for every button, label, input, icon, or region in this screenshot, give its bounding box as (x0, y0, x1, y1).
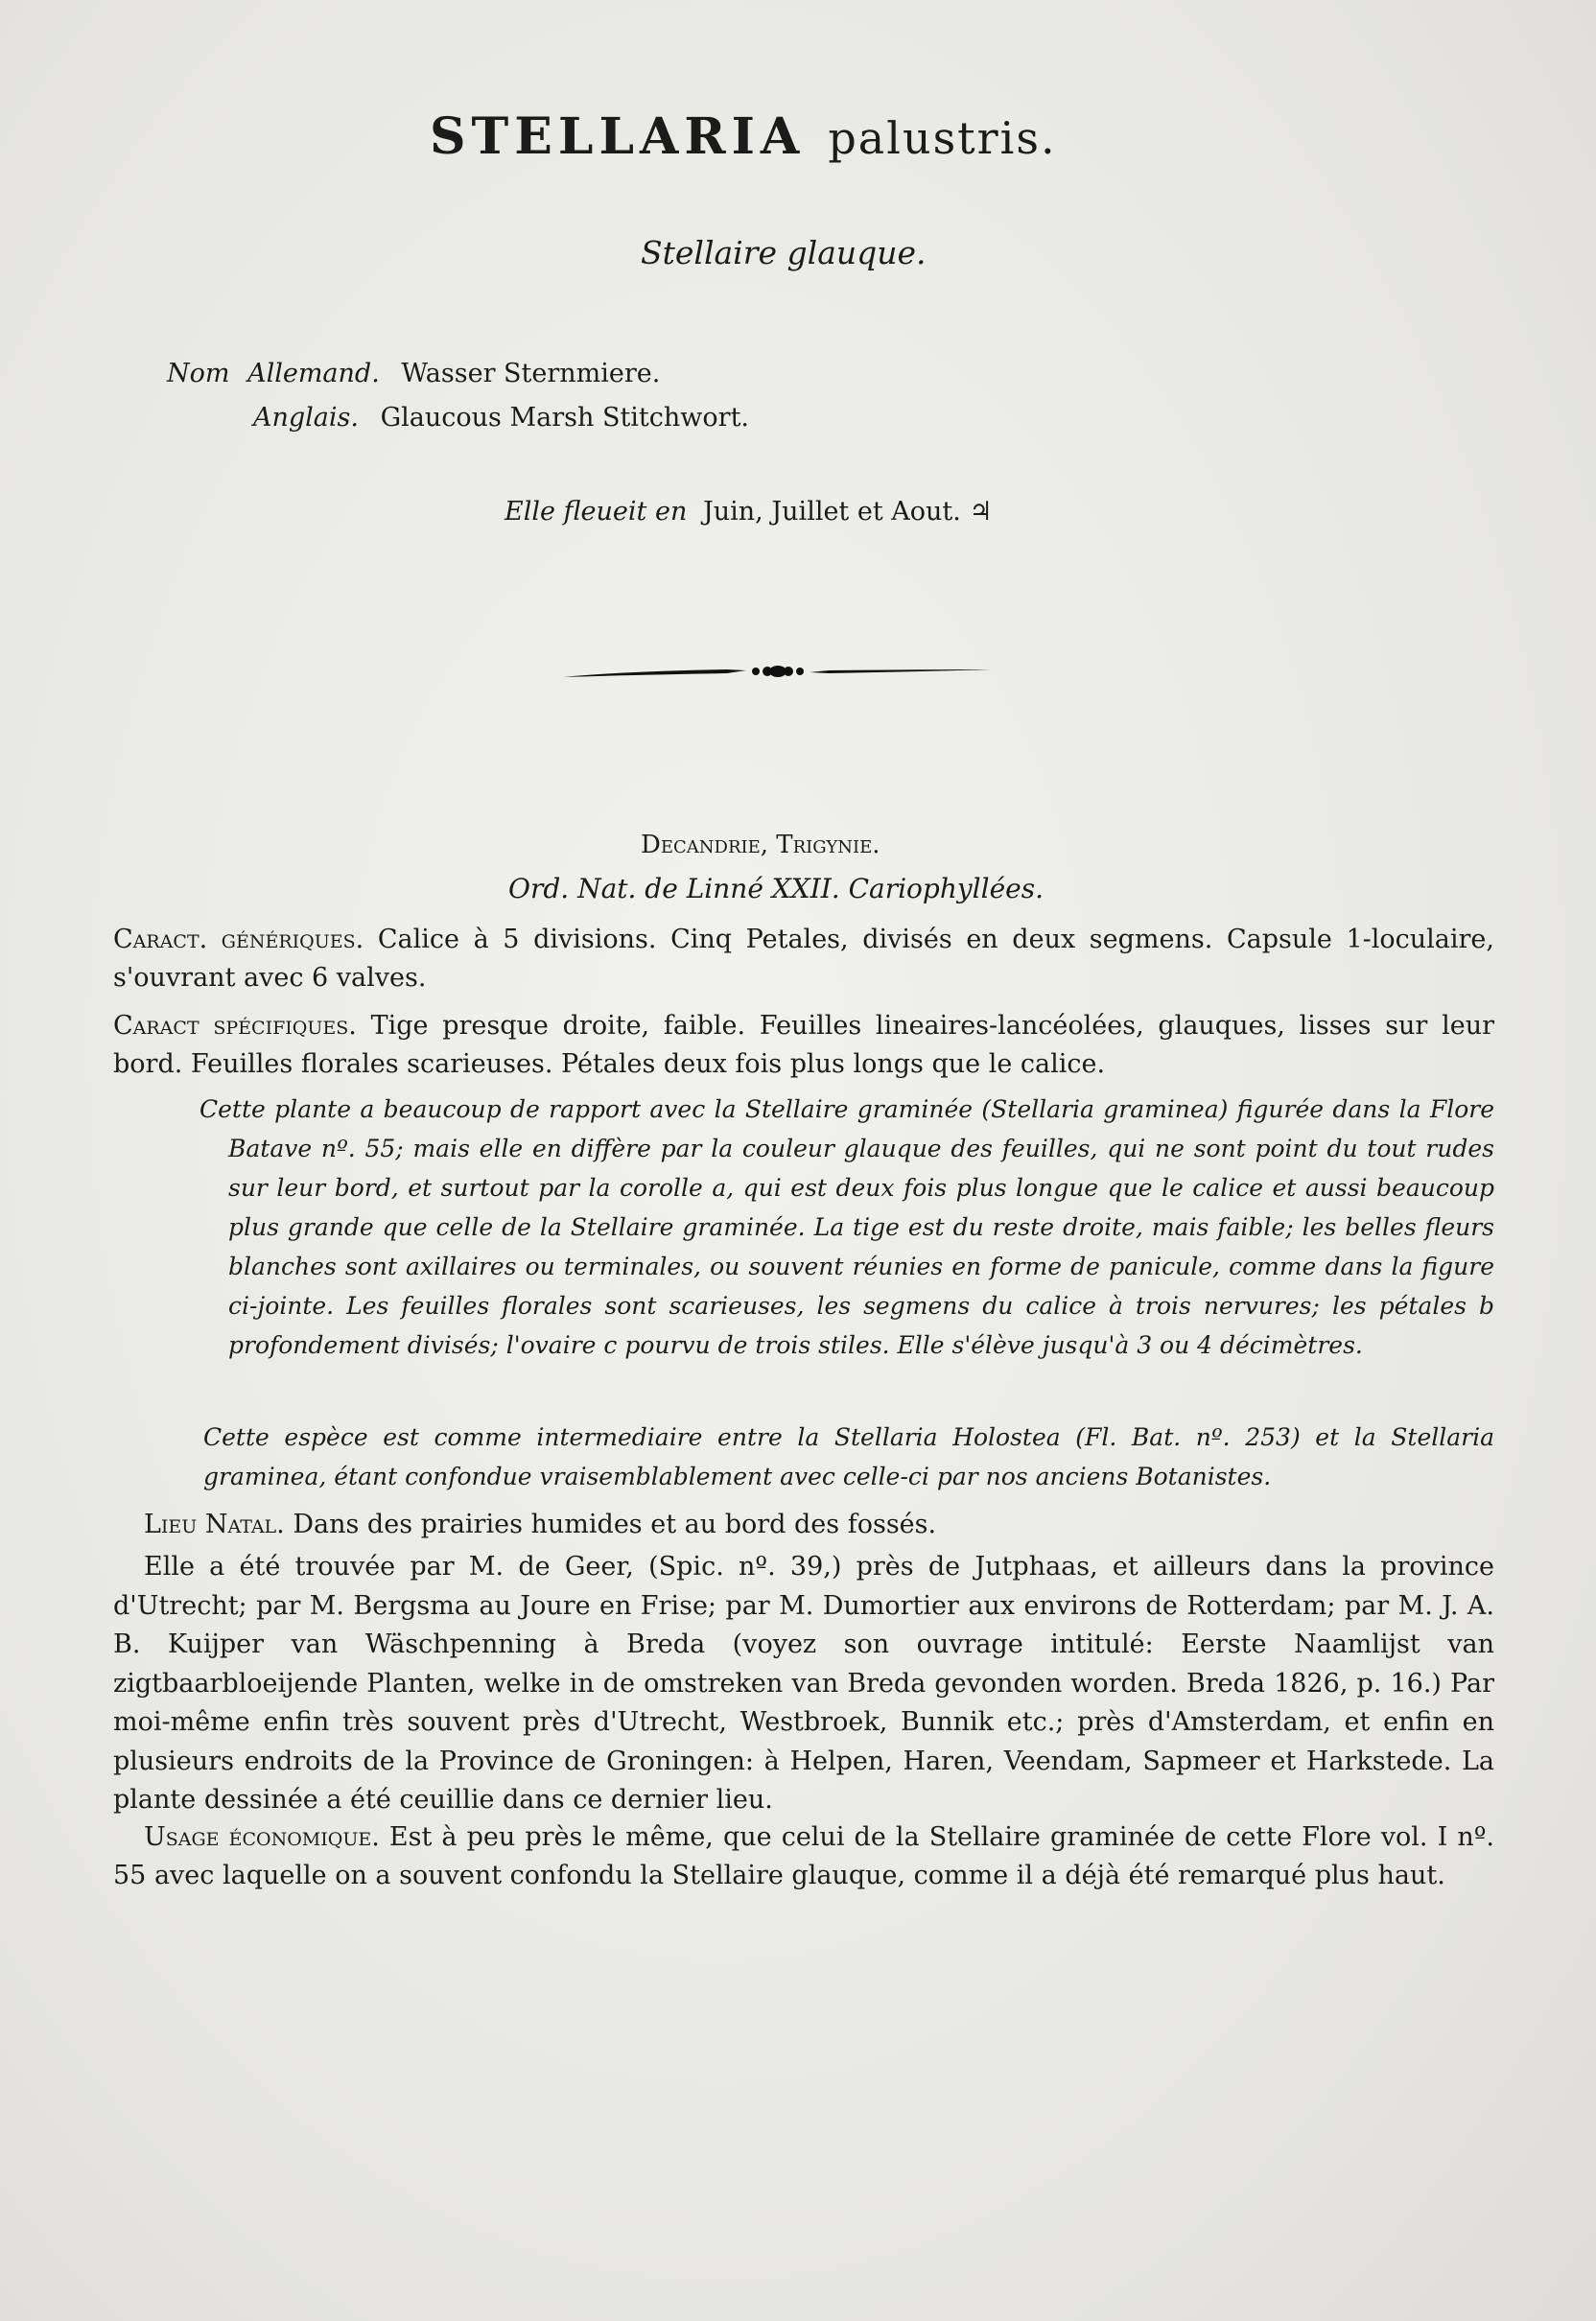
anglais-value: Glaucous Marsh Stitchwort. (380, 403, 749, 433)
title-genus: STELLARIA (430, 107, 806, 166)
order-line: Ord. Nat. de Linné XXII. Cariophyllées. (508, 873, 1044, 904)
usage-text: Est à peu près le même, que celui de la Stellaire graminée de cette Flore vol. I nº. 55 avec laquelle on a souvent confondu la Stellaire glauque, comme il a déjà été remarqué plus haut. (113, 1822, 1494, 1890)
habitat (144, 1506, 1494, 1544)
flowering-line (505, 497, 993, 527)
classification-line: Decandrie, Trigynie. (641, 831, 880, 859)
localities: Elle a été trouvée par M. de Geer, (Spic. nº. 39,) près de Jutphaas, et ailleurs dans la province d'Utrecht; par M. Bergsma au Joure en Frise; par M. Dumortier aux environs de Rotterdam; par M. J. A. B. Kuijper van Wäschpenning à Breda (voyez son ouvrage intitulé: Eerste Naamlijst van zigtbaarbloeijende Planten, welke in de omstreken van Breda gevonden worden. Breda 1826, p. 16.) Par moi-même enfin très souvent près d'Utrecht, Westbroek, Bunnik etc.; près d'Amsterdam, et enfin en plusieurs endroits de la Province de Groningen: à Helpen, Haren, Veendam, Sapmeer et Harkstede. La plante dessinée a été ceuillie dans ce dernier lieu. (113, 1552, 1494, 1815)
allemand-value: Wasser Sternmiere. (401, 359, 661, 388)
description-note: Cette plante a beaucoup de rapport avec la Stellaire graminée (Stellaria graminea) figurée dans la Flore Batave nº. 55; mais elle en diffère par la couleur glauque des feuilles, qui ne sont point du tout rudes sur leur bord, et surtout par la corolle a, qui est deux fois plus longue que le calice et aussi beaucoup plus grande que celle de la Stellaire graminée. La tige est du reste droite, mais faible; les belles fleurs blanches sont axillaires ou terminales, ou souvent réunies en forme de panicule, comme dans la figure ci-jointe. Les feuilles florales sont scarieuses, les segmens du calice à trois nervures; les pétales b profondement divisés; l'ovaire c pourvu de trois stiles. Elle s'élève jusqu'à 3 ou 4 décimètres. (200, 1095, 1494, 1359)
allemand-label: Allemand. (247, 359, 380, 388)
title-species: palustris. (828, 112, 1057, 164)
flowering-prefix: Elle fleueit en (505, 497, 688, 527)
specific-text: Tige presque droite, faible. Feuilles lineaires-lancéolées, glauques, lisses sur leur bord. Feuilles florales scarieuses. Pétales deux fois plus longs que le calice. (113, 1011, 1494, 1079)
english-name-line (253, 403, 749, 433)
generic-characters (113, 921, 1494, 997)
specific-label: Caract spécifiques. (113, 1011, 357, 1041)
habitat-text: Dans des prairies humides et au bord des fossés. (293, 1510, 937, 1539)
flowering-months: Juin, Juillet et Aout. ♃ (702, 497, 993, 527)
comparison-note: Cette espèce est comme intermediaire entre la Stellaria Holostea (Fl. Bat. nº. 253) et la Stellaria graminea, étant confondue vraisemblablement avec celle-ci par nos anciens Botanistes. (203, 1423, 1494, 1490)
nom-label: Nom (167, 359, 230, 388)
page-subtitle: Stellaire glauque. (641, 234, 927, 271)
specific-characters (113, 1007, 1494, 1084)
economic-use (113, 1818, 1494, 1895)
german-name-line (167, 359, 660, 388)
anglais-label: Anglais. (253, 403, 359, 433)
ornamental-divider (564, 662, 992, 687)
habitat-label: Lieu Natal. (144, 1510, 285, 1539)
generic-text: Calice à 5 divisions. Cinq Petales, divisés en deux segmens. Capsule 1-loculaire, s'ouvrant avec 6 valves. (113, 925, 1494, 993)
usage-label: Usage économique. (144, 1822, 380, 1852)
page-title (430, 107, 1057, 166)
generic-label: Caract. génériques. (113, 925, 364, 954)
